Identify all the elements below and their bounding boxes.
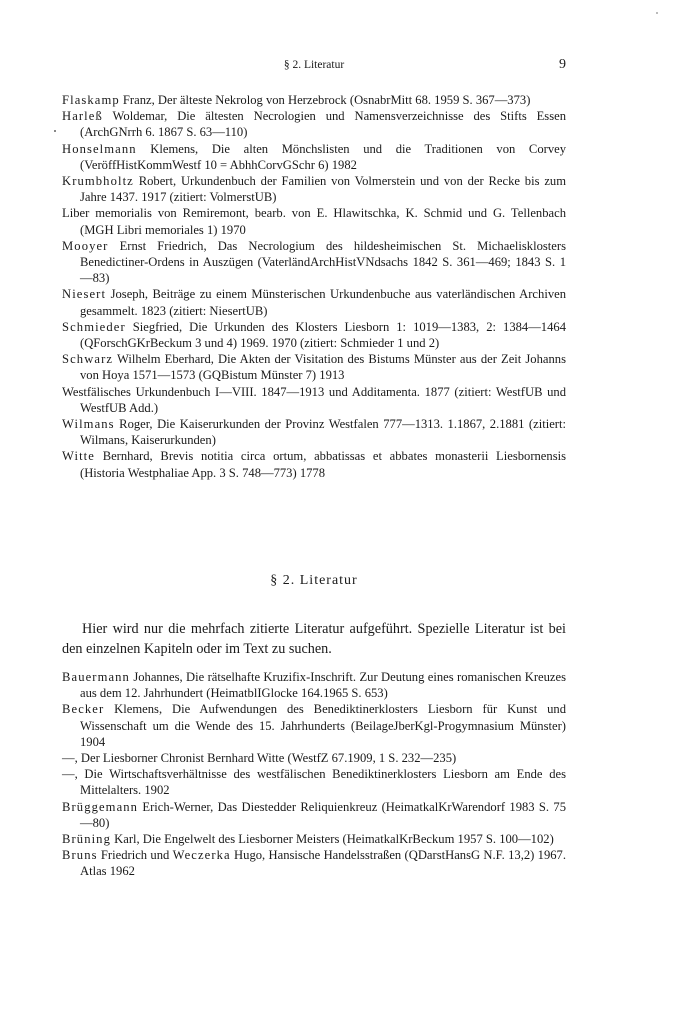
bibliography-entry: [62, 416, 566, 448]
entry-author: Witte: [62, 449, 95, 464]
entry-text: Bernhard, Brevis notitia circa ortum, abbatissas et abbates monasterii Liesbornensis (Historia Westphaliae App. 3 S. 748—773) 1778: [80, 449, 566, 480]
entry-text: Robert, Urkundenbuch der Familien von Volmerstein und von der Recke bis zum Jahre 1437. 1917 (zitiert: VolmerstUB): [80, 174, 566, 205]
entry-author: Bruns: [62, 848, 98, 863]
bibliography-entry: [62, 799, 566, 831]
entry-author: Krumbholtz: [62, 174, 134, 189]
bibliography-entry: [62, 351, 566, 383]
page-number: 9: [559, 57, 566, 72]
bibliography-entry: [62, 319, 566, 351]
entry-author: Harleß: [62, 109, 103, 124]
entry-text: Franz, Der älteste Nekrolog von Herzebrock (OsnabrMitt 68. 1959 S. 367—373): [119, 93, 531, 107]
bibliography-entry: [62, 141, 566, 173]
entry-text: Woldemar, Die ältesten Necrologien und Namensverzeichnisse des Stifts Essen (ArchGNrrh 6. 1867 S. 63—110): [80, 109, 566, 140]
entry-author: Bauermann: [62, 670, 130, 684]
running-head: [62, 59, 566, 75]
entry-text: Joseph, Beiträge zu einem Münsterischen Urkundenbuche aus vaterländischen Archiven gesammelt. 1823 (zitiert: NiesertUB): [80, 287, 566, 318]
entry-author: Flaskamp: [62, 93, 120, 107]
entry-text: Hugo, Hansische Handelsstraßen (QDarstHansG N.F. 13,2) 1967. Atlas 1962: [80, 848, 566, 879]
entry-text: —, Der Liesborner Chronist Bernhard Witte (WestfZ 67.1909, 1 S. 232—235): [62, 751, 457, 766]
entry-text: Westfälisches Urkundenbuch I—VIII. 1847—1913 und Additamenta. 1877 (zitiert: WestfUB und WestfUB Add.): [62, 384, 566, 415]
entry-text: Karl, Die Engelwelt des Liesborner Meisters (HeimatkalKrBeckum 1957 S. 100—102): [110, 832, 554, 847]
section-heading: § 2. Literatur: [270, 573, 358, 588]
bibliography-entry: [62, 669, 566, 701]
entry-author: Schmieder: [62, 319, 126, 334]
entry-author: Becker: [62, 702, 105, 717]
entry-author: Brüggemann: [62, 799, 139, 814]
entry-author: Schwarz: [62, 352, 114, 367]
bibliography-list-continued: [62, 92, 566, 481]
bibliography-entry: [62, 173, 566, 205]
entry-text: Erich-Werner, Das Diestedder Reliquienkreuz (HeimatkalKrWarendorf 1983 S. 75—80): [80, 799, 566, 830]
entry-text: Friedrich und: [97, 848, 173, 863]
entry-text: Roger, Die Kaiserurkunden der Provinz Westfalen 777—1313. 1.1867, 2.1881 (zitiert: Wilmans, Kaiserurkunden): [80, 417, 566, 448]
entry-author: Honselmann: [62, 141, 137, 156]
bibliography-entry: [62, 831, 566, 847]
entry-author: Niesert: [62, 287, 107, 302]
bibliography-entry: [62, 286, 566, 318]
section-intro: Hier wird nur die mehrfach zitierte Literatur aufgeführt. Spezielle Literatur ist bei den einzelnen Kapiteln oder im Text zu suchen.: [62, 621, 566, 657]
bibliography-entry: [62, 766, 566, 798]
entry-author: Wilmans: [62, 417, 115, 432]
bibliography-entry: [62, 384, 566, 416]
entry-text: —, Die Wirtschaftsverhältnisse des westfälischen Benediktinerklosters Liesborn am Ende des Mittelalters. 1902: [62, 767, 566, 798]
entry-coauthor: Weczerka: [172, 848, 231, 863]
bibliography-entry: [62, 108, 566, 140]
entry-text: Wilhelm Eberhard, Die Akten der Visitation des Bistums Münster aus der Zeit Johanns von Hoya 1571—1573 (GQBistum Münster 7) 1913: [80, 352, 566, 383]
bibliography-entry: [62, 92, 566, 108]
running-title: § 2. Literatur: [283, 59, 345, 71]
entry-text: Liber memorialis von Remiremont, bearb. von E. Hlawitschka, K. Schmid und G. Tellenbach (MGH Libri memoriales 1) 1970: [62, 206, 566, 237]
entry-author: Mooyer: [62, 238, 109, 253]
entry-text: Klemens, Die alten Mönchslisten und die Traditionen von Corvey (VeröffHistKommWestf 10 = AbhhCorvGSchr 6) 1982: [80, 141, 566, 172]
bibliography-entry: [62, 750, 566, 766]
margin-mark: [54, 130, 56, 132]
entry-text: Klemens, Die Aufwendungen des Benediktinerklosters Liesborn für Kunst und Wissenschaft um die Wende des 15. Jahrhunderts (BeilageJberKgl-Progymnasium Münster) 1904: [80, 702, 566, 749]
scan-speck: [656, 12, 658, 14]
entry-text: Ernst Friedrich, Das Necrologium des hildesheimischen St. Michaelisklosters Benedictiner-Ordens in Auszügen (VaterländArchHistVNdsachs 1842 S. 361—469; 1843 S. 1—83): [80, 238, 566, 286]
bibliography-list: [62, 669, 566, 880]
entry-text: Johannes, Die rätselhafte Kruzifix-Inschrift. Zur Deutung eines romanischen Kreuzes aus dem 12. Jahrhundert (HeimatblIGlocke 164.1965 S. 653): [80, 670, 566, 701]
entry-text: Siegfried, Die Urkunden des Klosters Liesborn 1: 1019—1383, 2: 1384—1464 (QForschGKrBeckum 3 und 4) 1969. 1970 (zitiert: Schmieder 1 und 2): [80, 319, 566, 351]
bibliography-entry: [62, 205, 566, 237]
bibliography-entry: [62, 847, 566, 879]
bibliography-entry: [62, 701, 566, 750]
entry-author: Brüning: [62, 832, 111, 847]
bibliography-entry: [62, 238, 566, 287]
bibliography-entry: [62, 448, 566, 480]
